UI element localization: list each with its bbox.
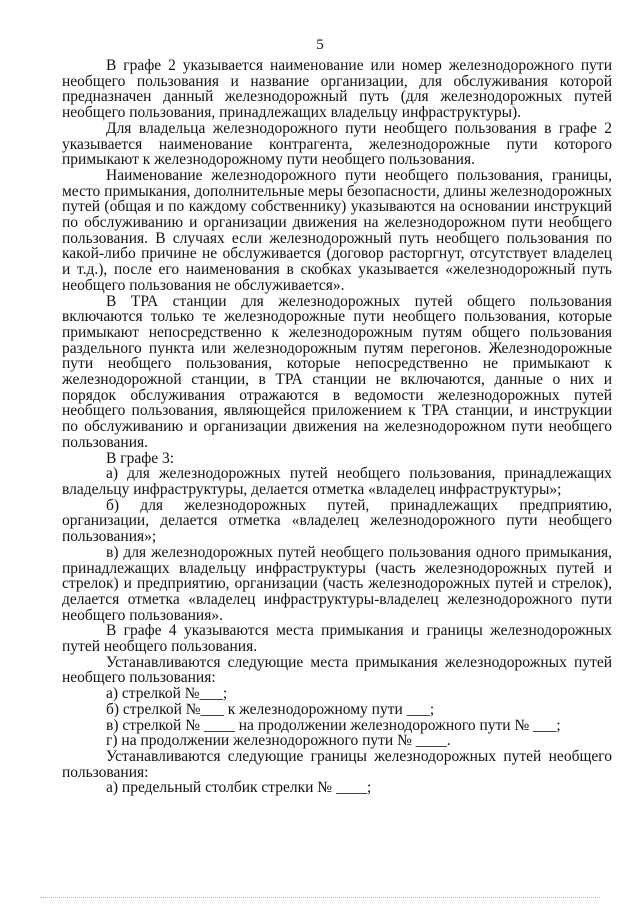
paragraph-grafa-3-heading: В графе 3: <box>106 449 175 467</box>
list-item-grafa-3-b: б) для железнодорожных путей, принадлежащих предприятию, организации, делается отметка «владелец железнодорожного пути необщего пользования»; <box>62 496 612 546</box>
paragraph-owner-grafa-2: Для владельца железнодорожного пути необщего пользования в графе 2 указывается наименование контрагента, железнодорожные пути которого примыкают к железнодорожному пути необщего пользования. <box>62 119 612 169</box>
page-number: 5 <box>316 37 324 53</box>
document-body <box>62 58 612 796</box>
paragraph-boundaries: Устанавливаются следующие границы железнодорожных путей необщего пользования: <box>62 747 612 781</box>
list-item-junction-b: б) стрелкой №___ к железнодорожному пути ___; <box>106 700 435 718</box>
paragraph-grafa-4: В графе 4 указываются места примыкания и границы железнодорожных путей необщего пользования. <box>62 622 612 656</box>
list-item-junction-v: в) стрелкой № ____ на продолжении железнодорожного пути № ___; <box>106 716 561 734</box>
list-item-junction-a: а) стрелкой №___; <box>106 685 228 703</box>
list-item-junction-g: г) на продолжении железнодорожного пути № ____. <box>106 732 451 750</box>
list-item-boundary-a: а) предельный столбик стрелки № ____; <box>106 779 372 797</box>
list-item-grafa-3-v: в) для железнодорожных путей необщего пользования одного примыкания, принадлежащих владельцу инфраструктуры (часть железнодорожных путей и стрелок) и предприятию, организации (часть железнодорожных путей и стрелок), делается отметка «владелец инфраструктуры-владелец железнодорожного пути необщего пользования». <box>62 543 612 624</box>
paragraph-junction-places: Устанавливаются следующие места примыкания железнодорожных путей необщего пользования: <box>62 653 612 687</box>
paragraph-tra-station: В ТРА станции для железнодорожных путей общего пользования включаются только те железнодорожные пути необщего пользования, которые примыкают непосредственно к железнодорожным путям общего пользования раздельного пункта или железнодорожным путям перегонов. Железнодорожные пути необщего пользования, которые непосредственно не примыкают к железнодорожной станции, в ТРА станции не включаются, данные о них и порядок обслуживания отражаются в ведомости железнодорожных путей необщего пользования, являющейся приложением к ТРА станции, и инструкции по обслуживанию и организации движения на железнодорожном пути необщего пользования. <box>62 292 612 451</box>
paragraph-naming: Наименование железнодорожного пути необщего пользования, границы, место примыкания, дополнительные меры безопасности, длины железнодорожных путей (общая и по каждому собственнику) указываются на основании инструкций по обслуживанию и организации движения на железнодорожном пути необщего пользования. В случаях если железнодорожный путь необщего пользования по какой-либо причине не обслуживается (договор расторгнут, отсутствует владелец и т.д.), после его наименования в скобках указывается «железнодорожный путь необщего пользования не обслуживается». <box>62 166 612 294</box>
scan-edge-divider <box>40 897 600 899</box>
paragraph-grafa-2: В графе 2 указывается наименование или номер железнодорожного пути необщего пользования и название организации, для обслуживания которой предназначен данный железнодорожный путь (для железнодорожных путей необщего пользования, принадлежащих владельцу инфраструктуры). <box>62 57 612 122</box>
list-item-grafa-3-a: а) для железнодорожных путей необщего пользования, принадлежащих владельцу инфраструктуры, делается отметка «владелец инфраструктуры»; <box>62 465 612 498</box>
